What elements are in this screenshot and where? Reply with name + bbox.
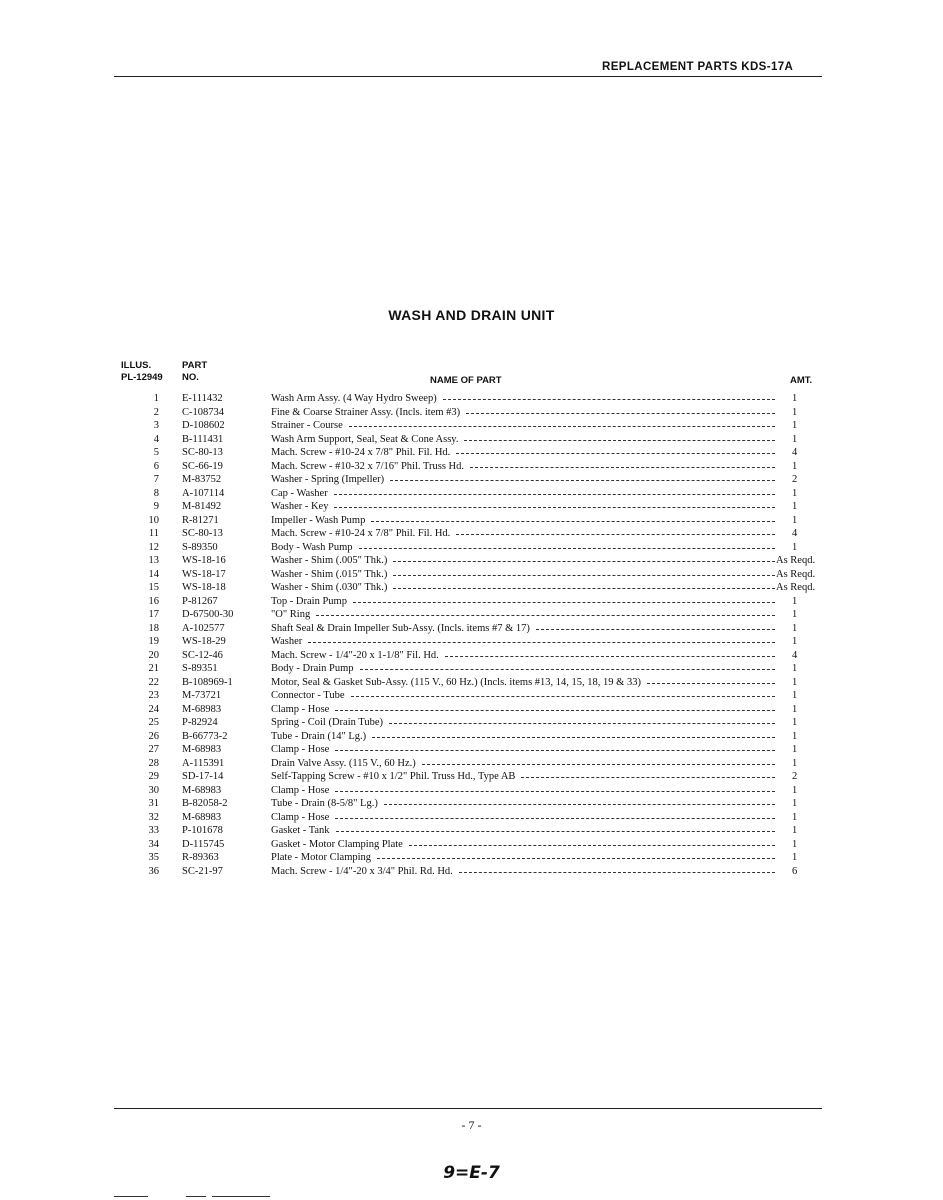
part-name: Mach. Screw - #10-24 x 7/8" Phil. Fil. Hd. bbox=[271, 528, 451, 539]
part-amount: 1 bbox=[792, 784, 798, 796]
part-name: Drain Valve Assy. (115 V., 60 Hz.) bbox=[271, 757, 416, 769]
table-row bbox=[0, 595, 943, 609]
table-row bbox=[0, 487, 943, 501]
illus-number: 29 bbox=[148, 771, 159, 782]
part-amount: 1 bbox=[792, 622, 798, 634]
part-name: Body - Drain Pump bbox=[271, 663, 354, 674]
illus-number: 27 bbox=[148, 744, 159, 755]
part-amount: 1 bbox=[792, 798, 798, 809]
part-number: A-102577 bbox=[182, 622, 225, 634]
part-name-cell bbox=[271, 838, 781, 852]
part-name-cell bbox=[271, 541, 781, 555]
part-name-cell bbox=[271, 487, 781, 501]
part-amount: 2 bbox=[792, 474, 798, 485]
illus-number: 6 bbox=[153, 460, 159, 472]
part-number: D-108602 bbox=[182, 420, 225, 431]
table-row bbox=[0, 797, 943, 811]
part-number: P-82924 bbox=[182, 717, 218, 728]
part-number: M-68983 bbox=[182, 811, 222, 823]
part-name-cell bbox=[271, 689, 781, 703]
illus-number: 21 bbox=[148, 663, 159, 674]
name-column-header: NAME OF PART bbox=[430, 375, 502, 386]
part-name: Gasket - Tank bbox=[271, 825, 330, 836]
part-name-cell bbox=[271, 554, 781, 568]
part-name: Washer - Shim (.015" Thk.) bbox=[271, 568, 388, 580]
part-name: Washer - Key bbox=[271, 501, 329, 512]
part-number: WS-18-18 bbox=[182, 582, 226, 593]
part-name: Self-Tapping Screw - #10 x 1/2" Phil. Truss Hd., Type AB bbox=[271, 771, 516, 782]
part-header-line1: PART bbox=[182, 360, 208, 371]
part-number: S-89350 bbox=[182, 541, 218, 553]
part-name-cell bbox=[271, 595, 781, 609]
part-amount: 1 bbox=[792, 460, 798, 472]
illus-number: 4 bbox=[153, 433, 159, 445]
part-name: Connector - Tube bbox=[271, 690, 345, 701]
dotted-leader bbox=[335, 710, 775, 711]
dotted-leader bbox=[422, 764, 775, 765]
part-amount: 1 bbox=[792, 663, 798, 674]
part-name: Wash Arm Assy. (4 Way Hydro Sweep) bbox=[271, 393, 437, 404]
dotted-leader bbox=[390, 480, 775, 481]
table-row bbox=[0, 662, 943, 676]
edge-mark-left bbox=[114, 1196, 148, 1197]
part-name-cell bbox=[271, 473, 781, 487]
edge-mark-mid bbox=[186, 1196, 206, 1197]
illus-number: 31 bbox=[148, 798, 159, 809]
table-row bbox=[0, 608, 943, 622]
part-number: S-89351 bbox=[182, 663, 218, 674]
part-amount: 1 bbox=[792, 420, 798, 431]
table-row bbox=[0, 514, 943, 528]
part-name: Mach. Screw - #10-24 x 7/8" Phil. Fil. Hd. bbox=[271, 447, 451, 458]
dotted-leader bbox=[456, 534, 775, 535]
part-name: Clamp - Hose bbox=[271, 811, 330, 823]
part-number: SC-12-46 bbox=[182, 649, 223, 661]
part-name-cell bbox=[271, 662, 781, 676]
part-name-cell bbox=[271, 676, 781, 690]
part-name-cell bbox=[271, 460, 781, 474]
table-row bbox=[0, 473, 943, 487]
table-row bbox=[0, 433, 943, 447]
part-name: Clamp - Hose bbox=[271, 703, 330, 715]
table-row bbox=[0, 392, 943, 406]
part-number: D-115745 bbox=[182, 838, 225, 850]
part-name: Washer - Spring (Impeller) bbox=[271, 474, 385, 485]
dotted-leader bbox=[351, 696, 776, 697]
table-row bbox=[0, 676, 943, 690]
part-number: WS-18-16 bbox=[182, 555, 226, 566]
dotted-leader bbox=[335, 818, 775, 819]
table-row bbox=[0, 703, 943, 717]
table-row bbox=[0, 622, 943, 636]
dotted-leader bbox=[521, 777, 775, 778]
illus-number: 20 bbox=[148, 649, 159, 661]
part-amount: As Reqd. bbox=[776, 568, 816, 580]
part-number: WS-18-29 bbox=[182, 636, 226, 647]
dotted-leader bbox=[360, 669, 775, 670]
illus-number: 5 bbox=[153, 447, 159, 458]
dotted-leader bbox=[393, 561, 775, 562]
part-number: M-68983 bbox=[182, 784, 222, 796]
part-name: Cap - Washer bbox=[271, 487, 328, 499]
illus-header-line2: PL-12949 bbox=[121, 372, 163, 383]
dotted-leader bbox=[334, 507, 775, 508]
part-name: Tube - Drain (14" Lg.) bbox=[271, 730, 367, 742]
part-number: SC-80-13 bbox=[182, 447, 223, 458]
illus-number: 18 bbox=[148, 622, 159, 634]
part-amount: 1 bbox=[792, 393, 798, 404]
dotted-leader bbox=[359, 548, 775, 549]
part-amount: 1 bbox=[792, 676, 798, 688]
part-amount: 4 bbox=[792, 649, 798, 661]
part-name: Plate - Motor Clamping bbox=[271, 852, 372, 863]
part-amount: 1 bbox=[792, 730, 798, 742]
part-amount: 1 bbox=[792, 609, 798, 620]
part-name-cell bbox=[271, 392, 781, 406]
part-name-cell bbox=[271, 433, 781, 447]
illus-number: 10 bbox=[148, 514, 159, 526]
dotted-leader bbox=[464, 440, 775, 441]
part-number: SC-66-19 bbox=[182, 460, 223, 472]
table-row bbox=[0, 527, 943, 541]
dotted-leader bbox=[389, 723, 775, 724]
parts-list bbox=[0, 392, 943, 878]
part-name-cell bbox=[271, 797, 781, 811]
table-row bbox=[0, 500, 943, 514]
part-amount: 1 bbox=[792, 690, 798, 701]
part-amount: 1 bbox=[792, 487, 798, 499]
part-number: M-73721 bbox=[182, 690, 222, 701]
dotted-leader bbox=[466, 413, 775, 414]
part-name-cell bbox=[271, 622, 781, 636]
illus-number: 26 bbox=[148, 730, 159, 742]
table-row bbox=[0, 649, 943, 663]
part-amount: 1 bbox=[792, 595, 798, 607]
part-amount: 1 bbox=[792, 825, 798, 836]
part-amount: 1 bbox=[792, 838, 798, 850]
part-name-cell bbox=[271, 784, 781, 798]
part-name: Fine & Coarse Strainer Assy. (Incls. item #3) bbox=[271, 406, 461, 418]
dotted-leader bbox=[336, 831, 775, 832]
part-name-cell bbox=[271, 743, 781, 757]
part-name: "O" Ring bbox=[271, 609, 311, 620]
illus-number: 2 bbox=[153, 406, 159, 418]
part-name: Tube - Drain (8-5/8" Lg.) bbox=[271, 798, 378, 809]
illus-number: 11 bbox=[148, 528, 159, 539]
table-row bbox=[0, 406, 943, 420]
dotted-leader bbox=[372, 737, 775, 738]
part-name-cell bbox=[271, 757, 781, 771]
part-number: B-66773-2 bbox=[182, 730, 228, 742]
part-amount: 1 bbox=[792, 811, 798, 823]
table-row bbox=[0, 757, 943, 771]
part-amount: 4 bbox=[792, 528, 798, 539]
part-name: Clamp - Hose bbox=[271, 784, 330, 796]
part-name: Washer bbox=[271, 636, 303, 647]
illus-number: 35 bbox=[148, 852, 159, 863]
part-amount: 1 bbox=[792, 636, 798, 647]
illus-number: 24 bbox=[148, 703, 159, 715]
dotted-leader bbox=[334, 494, 775, 495]
part-name: Impeller - Wash Pump bbox=[271, 514, 366, 526]
part-amount: As Reqd. bbox=[776, 555, 816, 566]
part-number: D-67500-30 bbox=[182, 609, 234, 620]
part-number: A-107114 bbox=[182, 487, 225, 499]
part-name-cell bbox=[271, 811, 781, 825]
part-name: Mach. Screw - #10-32 x 7/16" Phil. Truss Hd. bbox=[271, 460, 464, 472]
part-number: R-89363 bbox=[182, 852, 219, 863]
table-row bbox=[0, 770, 943, 784]
part-amount: 1 bbox=[792, 744, 798, 755]
part-name: Spring - Coil (Drain Tube) bbox=[271, 717, 384, 728]
part-name-cell bbox=[271, 568, 781, 582]
illus-number: 34 bbox=[148, 838, 159, 850]
part-name: Gasket - Motor Clamping Plate bbox=[271, 838, 403, 850]
part-amount: 1 bbox=[792, 501, 798, 512]
table-row bbox=[0, 784, 943, 798]
part-number: R-81271 bbox=[182, 514, 219, 526]
part-number: SC-21-97 bbox=[182, 865, 223, 877]
dotted-leader bbox=[456, 453, 775, 454]
illus-number: 1 bbox=[153, 393, 159, 404]
dotted-leader bbox=[316, 615, 775, 616]
dotted-leader bbox=[393, 575, 775, 576]
part-amount: 2 bbox=[792, 771, 798, 782]
illus-number: 33 bbox=[148, 825, 159, 836]
illus-number: 28 bbox=[148, 757, 159, 769]
part-name-cell bbox=[271, 703, 781, 717]
part-number: E-111432 bbox=[182, 393, 223, 404]
part-name-cell bbox=[271, 635, 781, 649]
table-row bbox=[0, 581, 943, 595]
edge-mark-right bbox=[212, 1196, 270, 1197]
illus-number: 13 bbox=[148, 555, 159, 566]
part-number: B-108969-1 bbox=[182, 676, 233, 688]
part-number: M-81492 bbox=[182, 501, 222, 512]
illus-number: 22 bbox=[148, 676, 159, 688]
dotted-leader bbox=[470, 467, 775, 468]
table-row bbox=[0, 811, 943, 825]
part-name: Washer - Shim (.005" Thk.) bbox=[271, 555, 388, 566]
part-name-cell bbox=[271, 514, 781, 528]
table-row bbox=[0, 851, 943, 865]
part-number: P-101678 bbox=[182, 825, 223, 836]
illus-header-line1: ILLUS. bbox=[121, 360, 152, 371]
part-name-cell bbox=[271, 865, 781, 879]
table-row bbox=[0, 716, 943, 730]
table-row bbox=[0, 541, 943, 555]
part-number: M-68983 bbox=[182, 703, 222, 715]
header-rule bbox=[114, 76, 822, 77]
illus-number: 25 bbox=[148, 717, 159, 728]
illus-number: 15 bbox=[148, 582, 159, 593]
part-name-cell bbox=[271, 527, 781, 541]
illus-number: 12 bbox=[148, 541, 159, 553]
dotted-leader bbox=[377, 858, 775, 859]
illus-number: 32 bbox=[148, 811, 159, 823]
part-amount: 6 bbox=[792, 865, 798, 877]
table-row bbox=[0, 446, 943, 460]
part-number: SC-80-13 bbox=[182, 528, 223, 539]
illus-column-header bbox=[121, 360, 163, 384]
page-number: - 7 - bbox=[461, 1118, 482, 1132]
dotted-leader bbox=[536, 629, 775, 630]
table-row bbox=[0, 838, 943, 852]
part-number: C-108734 bbox=[182, 406, 224, 418]
illus-number: 8 bbox=[153, 487, 159, 499]
illus-number: 7 bbox=[153, 474, 159, 485]
footer-rule bbox=[114, 1108, 822, 1109]
dotted-leader bbox=[353, 602, 775, 603]
part-number: B-111431 bbox=[182, 433, 224, 445]
part-amount: 1 bbox=[792, 433, 798, 445]
illus-number: 3 bbox=[153, 420, 159, 431]
illus-number: 17 bbox=[148, 609, 159, 620]
part-name: Mach. Screw - 1/4"-20 x 3/4" Phil. Rd. Hd. bbox=[271, 865, 453, 877]
part-name: Top - Drain Pump bbox=[271, 595, 347, 607]
part-amount: 4 bbox=[792, 447, 798, 458]
part-name-cell bbox=[271, 419, 781, 433]
section-title: WASH AND DRAIN UNIT bbox=[388, 307, 555, 323]
dotted-leader bbox=[349, 426, 775, 427]
dotted-leader bbox=[308, 642, 775, 643]
table-row bbox=[0, 865, 943, 879]
dotted-leader bbox=[443, 399, 775, 400]
table-row bbox=[0, 554, 943, 568]
handwritten-note: 9=E-7 bbox=[443, 1163, 500, 1183]
table-row bbox=[0, 824, 943, 838]
table-row bbox=[0, 568, 943, 582]
dotted-leader bbox=[335, 750, 775, 751]
part-name-cell bbox=[271, 446, 781, 460]
illus-number: 19 bbox=[148, 636, 159, 647]
part-amount: 1 bbox=[792, 541, 798, 553]
table-row bbox=[0, 730, 943, 744]
table-row bbox=[0, 419, 943, 433]
illus-number: 30 bbox=[148, 784, 159, 796]
table-row bbox=[0, 460, 943, 474]
part-name-cell bbox=[271, 770, 781, 784]
amount-column-header: AMT. bbox=[790, 375, 813, 386]
dotted-leader bbox=[647, 683, 775, 684]
part-name: Strainer - Course bbox=[271, 420, 343, 431]
part-column-header bbox=[182, 360, 207, 384]
part-name-cell bbox=[271, 500, 781, 514]
part-name: Motor, Seal & Gasket Sub-Assy. (115 V., 60 Hz.) (Incls. items #13, 14, 15, 18, 19 & 33) bbox=[271, 676, 641, 688]
part-name-cell bbox=[271, 851, 781, 865]
illus-number: 14 bbox=[148, 568, 159, 580]
illus-number: 16 bbox=[148, 595, 159, 607]
table-row bbox=[0, 689, 943, 703]
illus-number: 9 bbox=[153, 501, 159, 512]
dotted-leader bbox=[371, 521, 775, 522]
part-name: Washer - Shim (.030" Thk.) bbox=[271, 582, 388, 593]
part-number: SD-17-14 bbox=[182, 771, 224, 782]
part-name-cell bbox=[271, 824, 781, 838]
part-name: Shaft Seal & Drain Impeller Sub-Assy. (Incls. items #7 & 17) bbox=[271, 622, 530, 634]
dotted-leader bbox=[335, 791, 775, 792]
dotted-leader bbox=[459, 872, 775, 873]
document-header: REPLACEMENT PARTS KDS-17A bbox=[602, 61, 794, 73]
part-amount: 1 bbox=[792, 717, 798, 728]
part-name-cell bbox=[271, 406, 781, 420]
part-name: Body - Wash Pump bbox=[271, 541, 353, 553]
part-name: Clamp - Hose bbox=[271, 744, 330, 755]
part-amount: 1 bbox=[792, 703, 798, 715]
part-amount: 1 bbox=[792, 514, 798, 526]
table-row bbox=[0, 743, 943, 757]
table-row bbox=[0, 635, 943, 649]
part-number: M-68983 bbox=[182, 744, 222, 755]
dotted-leader bbox=[409, 845, 775, 846]
part-name-cell bbox=[271, 608, 781, 622]
part-number: B-82058-2 bbox=[182, 798, 228, 809]
part-number: WS-18-17 bbox=[182, 568, 226, 580]
part-name-cell bbox=[271, 730, 781, 744]
part-amount: As Reqd. bbox=[776, 582, 816, 593]
part-name: Wash Arm Support, Seal, Seat & Cone Assy. bbox=[271, 433, 459, 445]
part-amount: 1 bbox=[792, 406, 798, 418]
part-name-cell bbox=[271, 649, 781, 663]
illus-number: 23 bbox=[148, 690, 159, 701]
part-header-line2: NO. bbox=[182, 372, 199, 383]
illus-number: 36 bbox=[148, 865, 159, 877]
part-number: A-115391 bbox=[182, 757, 225, 769]
part-name-cell bbox=[271, 716, 781, 730]
part-number: M-83752 bbox=[182, 474, 222, 485]
part-name: Mach. Screw - 1/4"-20 x 1-1/8" Fil. Hd. bbox=[271, 649, 439, 661]
dotted-leader bbox=[384, 804, 775, 805]
part-number: P-81267 bbox=[182, 595, 218, 607]
part-name-cell bbox=[271, 581, 781, 595]
dotted-leader bbox=[445, 656, 775, 657]
part-amount: 1 bbox=[792, 757, 798, 769]
part-amount: 1 bbox=[792, 852, 798, 863]
dotted-leader bbox=[393, 588, 775, 589]
